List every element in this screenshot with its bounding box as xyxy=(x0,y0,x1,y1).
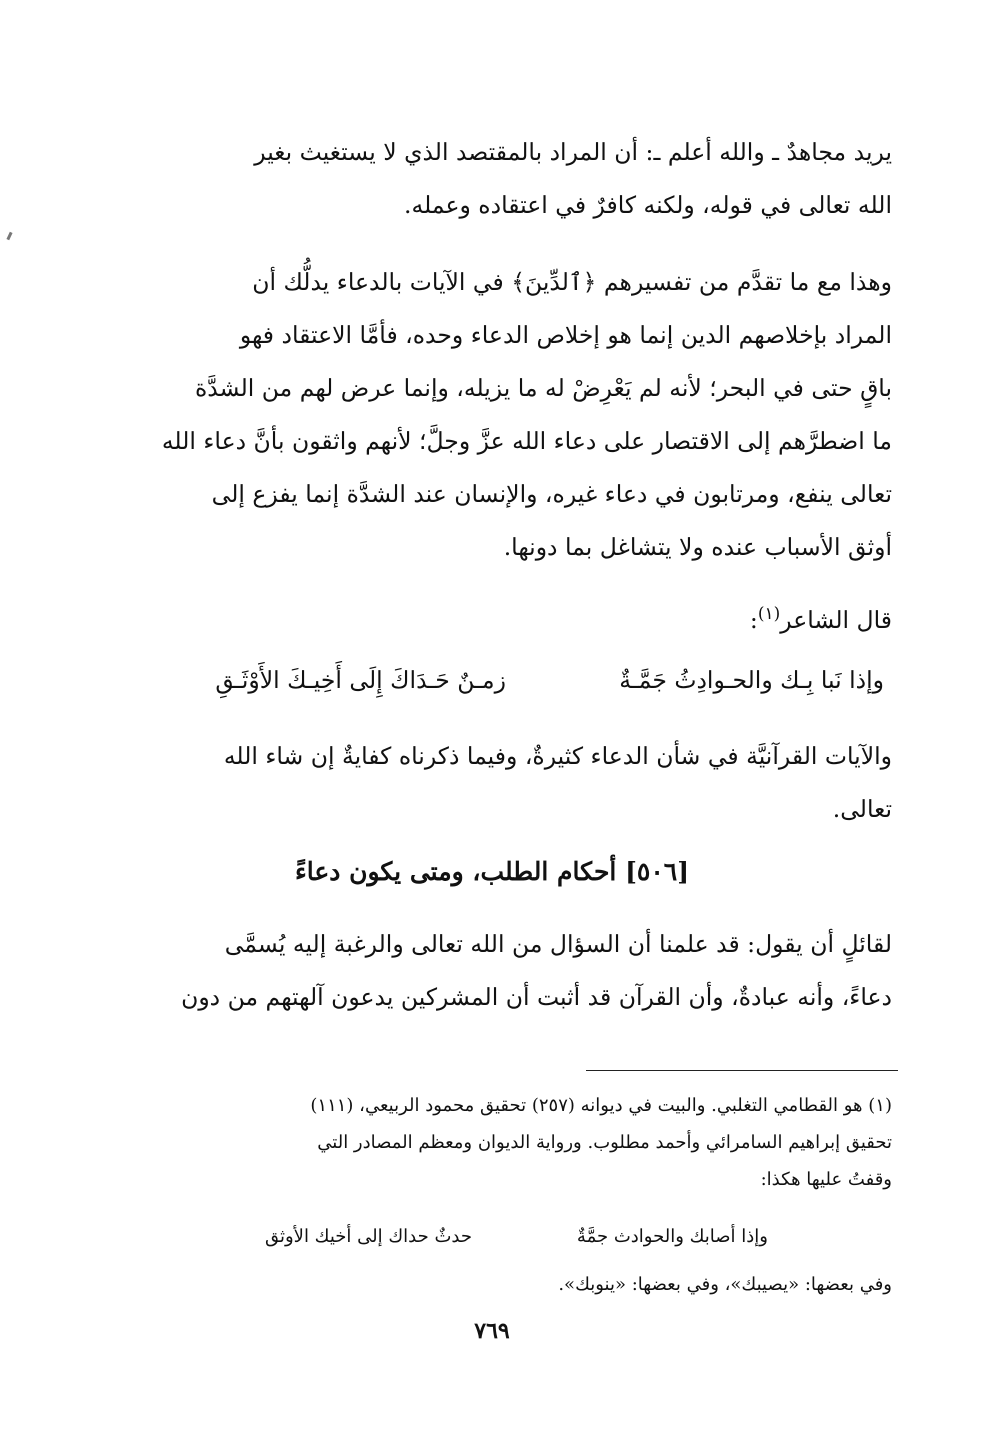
text-line: لقائلٍ أن يقول: قد علمنا أن السؤال من الله تعالى والرغبة إليه يُسمَّى xyxy=(224,930,892,958)
section-title: أحكام الطلب، ومتى يكون دعاءً xyxy=(294,857,617,886)
poet-intro-text: قال الشاعر xyxy=(780,605,892,634)
footnote-line: (١) هو القطامي التغلبي. والبيت في ديوانه (٢٥٧) تحقيق محمود الربيعي، (١١١) xyxy=(310,1095,892,1116)
footnote-line: وقفتُ عليها هكذا: xyxy=(760,1169,892,1190)
footnote xyxy=(120,1087,892,1198)
text-line: تعالى ينفع، ومرتابون في دعاء غيره، والإنسان عند الشدَّة إنما يفزع إلى xyxy=(211,480,892,508)
footnote-line: وفي بعضها: «يصيبك»، وفي بعضها: «ينوبك». xyxy=(558,1274,892,1295)
paragraph-4 xyxy=(118,918,892,1024)
text-line: والآيات القرآنيَّة في شأن الدعاء كثيرةٌ، وفيما ذكرناه كفايةٌ إن شاء الله xyxy=(223,742,892,770)
verse-first-hemistich: وإذا نَبا بِـك والحـوادِثُ جَمَّـةٌ xyxy=(619,666,884,694)
page-number: ٧٦٩ xyxy=(474,1318,510,1344)
verse-second-hemistich: زمـنٌ حَـدَاكَ إِلَى أَخِيـكَ الأَوْثَـقِ xyxy=(215,666,506,694)
poet-intro xyxy=(118,588,892,647)
paragraph-2 xyxy=(118,256,892,574)
text-line: أوثق الأسباب عنده ولا يتشاغل بما دونها. xyxy=(503,533,892,561)
text-line: ما اضطرَّهم إلى الاقتصار على دعاء الله عزَّ وجلَّ؛ لأنهم واثقون بأنَّ دعاء الله xyxy=(161,427,892,455)
paragraph-1 xyxy=(118,126,892,232)
footnote-separator xyxy=(586,1070,898,1071)
paragraph-3 xyxy=(118,730,892,836)
text-line: دعاءً، وأنه عبادةٌ، وأن القرآن قد أثبت أن المشركين يدعون آلهتهم من دون xyxy=(181,983,892,1011)
section-heading xyxy=(0,842,984,902)
poet-intro-colon: : xyxy=(749,605,758,634)
footnote-verse-first: وإذا أصابك والحوادث جمَّةٌ xyxy=(576,1226,768,1247)
scan-speck xyxy=(6,232,12,241)
text-line: باقٍ حتى في البحر؛ لأنه لم يَعْرِضْ له ما يزيله، وإنما عرض لهم من الشدَّة xyxy=(194,374,892,402)
footnote-verse-second: حدثٌ حداك إلى أخيك الأوثق xyxy=(264,1226,472,1247)
text-line: وهذا مع ما تقدَّم من تفسيرهم ﴿ٱلدِّينَ﴾ في الآيات بالدعاء يدلُّك أن xyxy=(252,268,892,296)
text-line: المراد بإخلاصهم الدين إنما هو إخلاص الدعاء وحده، فأمَّا الاعتقاد فهو xyxy=(239,321,892,349)
text-line: يريد مجاهدٌ ـ والله أعلم ـ: أن المراد بالمقتصد الذي لا يستغيث بغير xyxy=(254,138,892,166)
section-number: [٥٠٦] xyxy=(625,857,690,886)
footnote-marker[interactable]: (١) xyxy=(757,604,781,624)
footnote-line: تحقيق إبراهيم السامرائي وأحمد مطلوب. ورواية الديوان ومعظم المصادر التي xyxy=(317,1132,892,1153)
text-line: تعالى. xyxy=(832,795,892,823)
footnote-last xyxy=(120,1266,892,1303)
text-line: الله تعالى في قوله، ولكنه كافرٌ في اعتقاده وعمله. xyxy=(404,191,892,219)
